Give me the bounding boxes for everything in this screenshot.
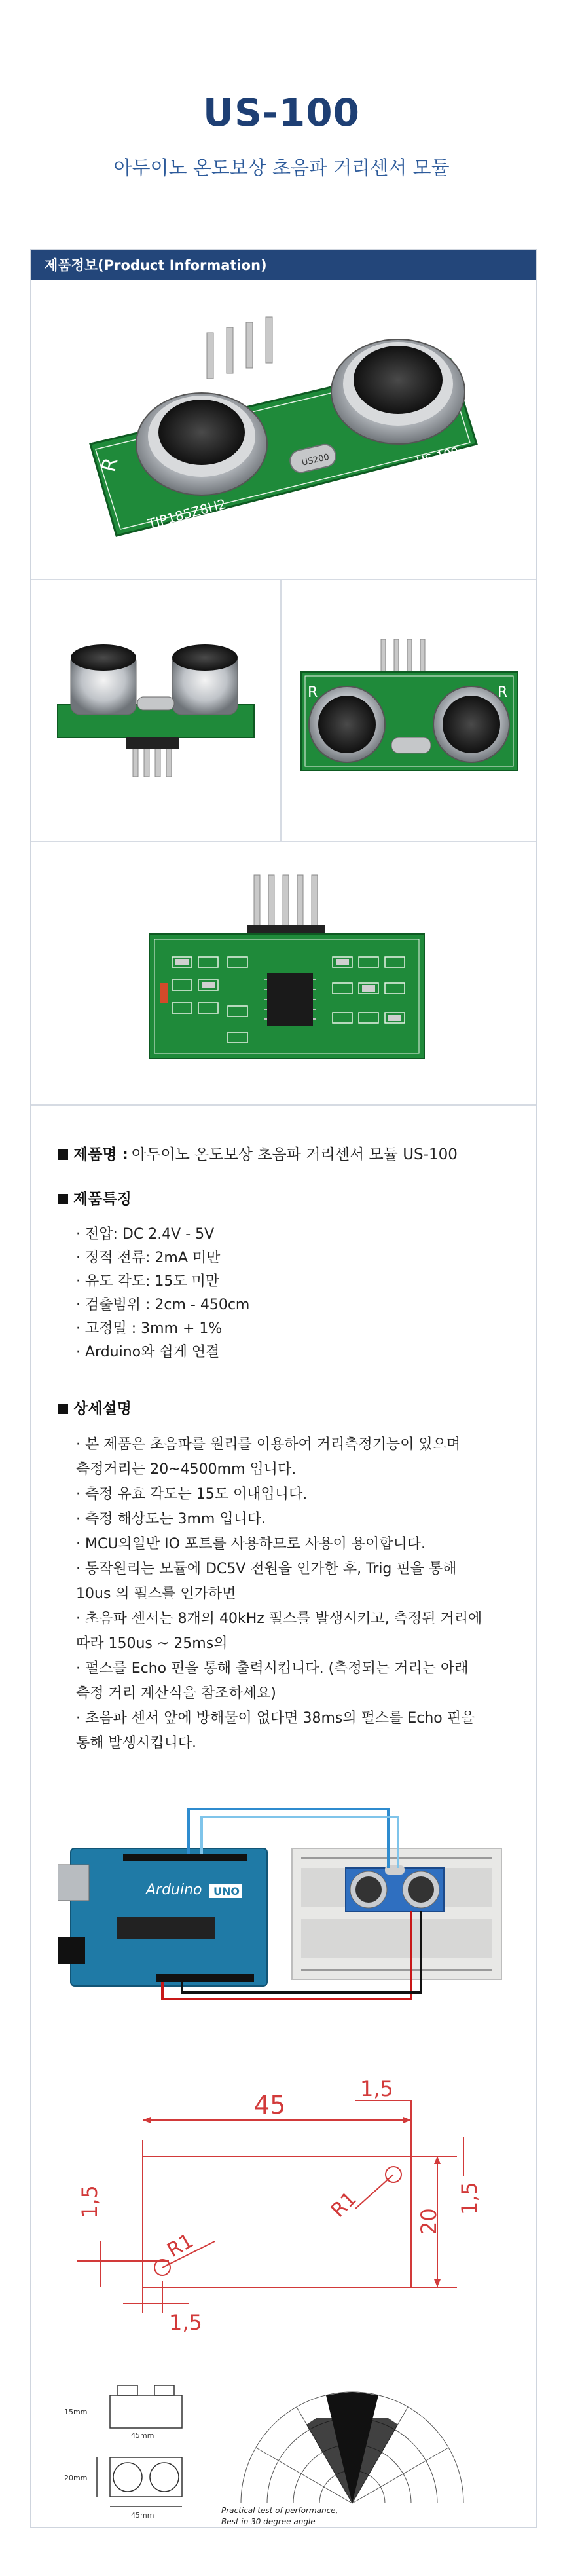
details-heading: 상세설명: [58, 1396, 516, 1418]
dimension-drawing: [58, 2078, 509, 2353]
details-line: 통해 발생시킵니다.: [76, 1735, 197, 1751]
bottom-offset-dimension: 1,5: [169, 2310, 202, 2335]
sensor-back-view-image: [31, 842, 536, 1104]
features-heading: 제품특징: [58, 1187, 516, 1208]
arduino-wiring-diagram: [58, 1802, 509, 2019]
top-right-r-mark: R: [498, 684, 508, 701]
feature-item: · 고정밀 : 3mm + 1%: [76, 1320, 223, 1337]
feature-item: · 유도 각도: 15도 미만: [76, 1273, 220, 1290]
small-top-height-label: 15mm: [64, 2408, 88, 2416]
details-line: 측정 거리 계산식을 참조하세요): [76, 1685, 276, 1702]
product-info-card: [30, 249, 537, 2528]
details-line: · 동작원리는 모듈에 DC5V 전원을 인가한 후, Trig 핀을 통해: [76, 1561, 457, 1577]
details-line: · 측정 유효 각도는 15도 이내입니다.: [76, 1486, 308, 1503]
hero-sensor-image: [31, 280, 536, 579]
left-r-mark: R: [97, 455, 123, 474]
small-front-width-label: 45mm: [131, 2431, 154, 2440]
details-line: · MCU의일반 IO 포트를 사용하므로 사용이 용이합니다.: [76, 1536, 426, 1552]
beam-pattern-section: [58, 2379, 509, 2529]
small-side-height-label: 20mm: [64, 2474, 88, 2482]
product-name-heading: 제품명 :: [58, 1146, 128, 1163]
details-line: · 본 제품은 초음파를 원리를 이용하여 거리측정기능이 있으며: [76, 1436, 461, 1453]
left-offset-dimension: 1,5: [77, 2185, 102, 2218]
beam-caption-line1: Practical test of performance,: [221, 2506, 338, 2515]
pcb-code-label: TJP185Z8H2: [146, 496, 228, 532]
page-title: US-100: [202, 90, 360, 135]
details-line: 따라 150us ~ 25ms의: [76, 1635, 228, 1652]
feature-item: · 검출범위 : 2cm - 450cm: [76, 1297, 250, 1313]
divider: [31, 1104, 536, 1106]
board-model-label: UNO: [213, 1885, 240, 1897]
details-text: [58, 1432, 516, 1756]
square-bullet-icon: [58, 1149, 68, 1160]
top-offset-dimension: 1,5: [360, 2078, 393, 2101]
details-line: · 초음파 센서는 8개의 40kHz 펄스를 발생시키고, 측정된 거리에: [76, 1611, 482, 1627]
top-left-r-mark: R: [308, 684, 318, 701]
details-line: · 펄스를 Echo 핀을 통해 출력시킵니다. (측정되는 거리는 아래: [76, 1660, 469, 1677]
small-bottom-width-label: 45mm: [131, 2511, 154, 2520]
width-dimension: 45: [254, 2091, 286, 2119]
square-bullet-icon: [58, 1404, 68, 1414]
arduino-brand-label: Arduino: [146, 1882, 202, 1898]
hole-right-radius: R1: [326, 2187, 361, 2222]
details-line: 10us 의 펄스를 인가하면: [76, 1586, 236, 1602]
sensor-front-view-image: [31, 580, 280, 841]
product-name-row: [58, 1142, 516, 1164]
details-line: · 측정 해상도는 3mm 입니다.: [76, 1511, 266, 1527]
feature-item: · 정적 전류: 2mA 미만: [76, 1250, 221, 1266]
feature-item: · 전압: DC 2.4V - 5V: [76, 1226, 215, 1242]
beam-caption-line2: Best in 30 degree angle: [221, 2517, 316, 2526]
right-offset-dimension: 1,5: [457, 2182, 482, 2215]
details-section: [58, 1396, 516, 1756]
feature-item: · Arduino와 쉽게 연결: [76, 1344, 220, 1360]
hole-left-radius: R1: [163, 2229, 198, 2262]
features-list: [58, 1223, 516, 1364]
square-bullet-icon: [58, 1194, 68, 1204]
details-line: 측정거리는 20~4500mm 입니다.: [76, 1461, 297, 1478]
page-subtitle: 아두이노 온도보상 초음파 거리센서 모듈: [113, 157, 450, 179]
sensor-top-view-image: [282, 580, 536, 841]
board-name-label: US-100: [415, 445, 460, 469]
height-dimension: 20: [416, 2208, 441, 2235]
features-section: [58, 1187, 516, 1364]
product-name-value: 아두이노 온도보상 초음파 거리센서 모듈 US-100: [131, 1146, 458, 1163]
section-bar-product-info: 제품정보(Product Information): [31, 250, 536, 280]
details-line: · 초음파 센서 앞에 방해물이 없다면 38ms의 펄스를 Echo 핀을: [76, 1710, 475, 1727]
crystal-label: US200: [300, 452, 331, 468]
